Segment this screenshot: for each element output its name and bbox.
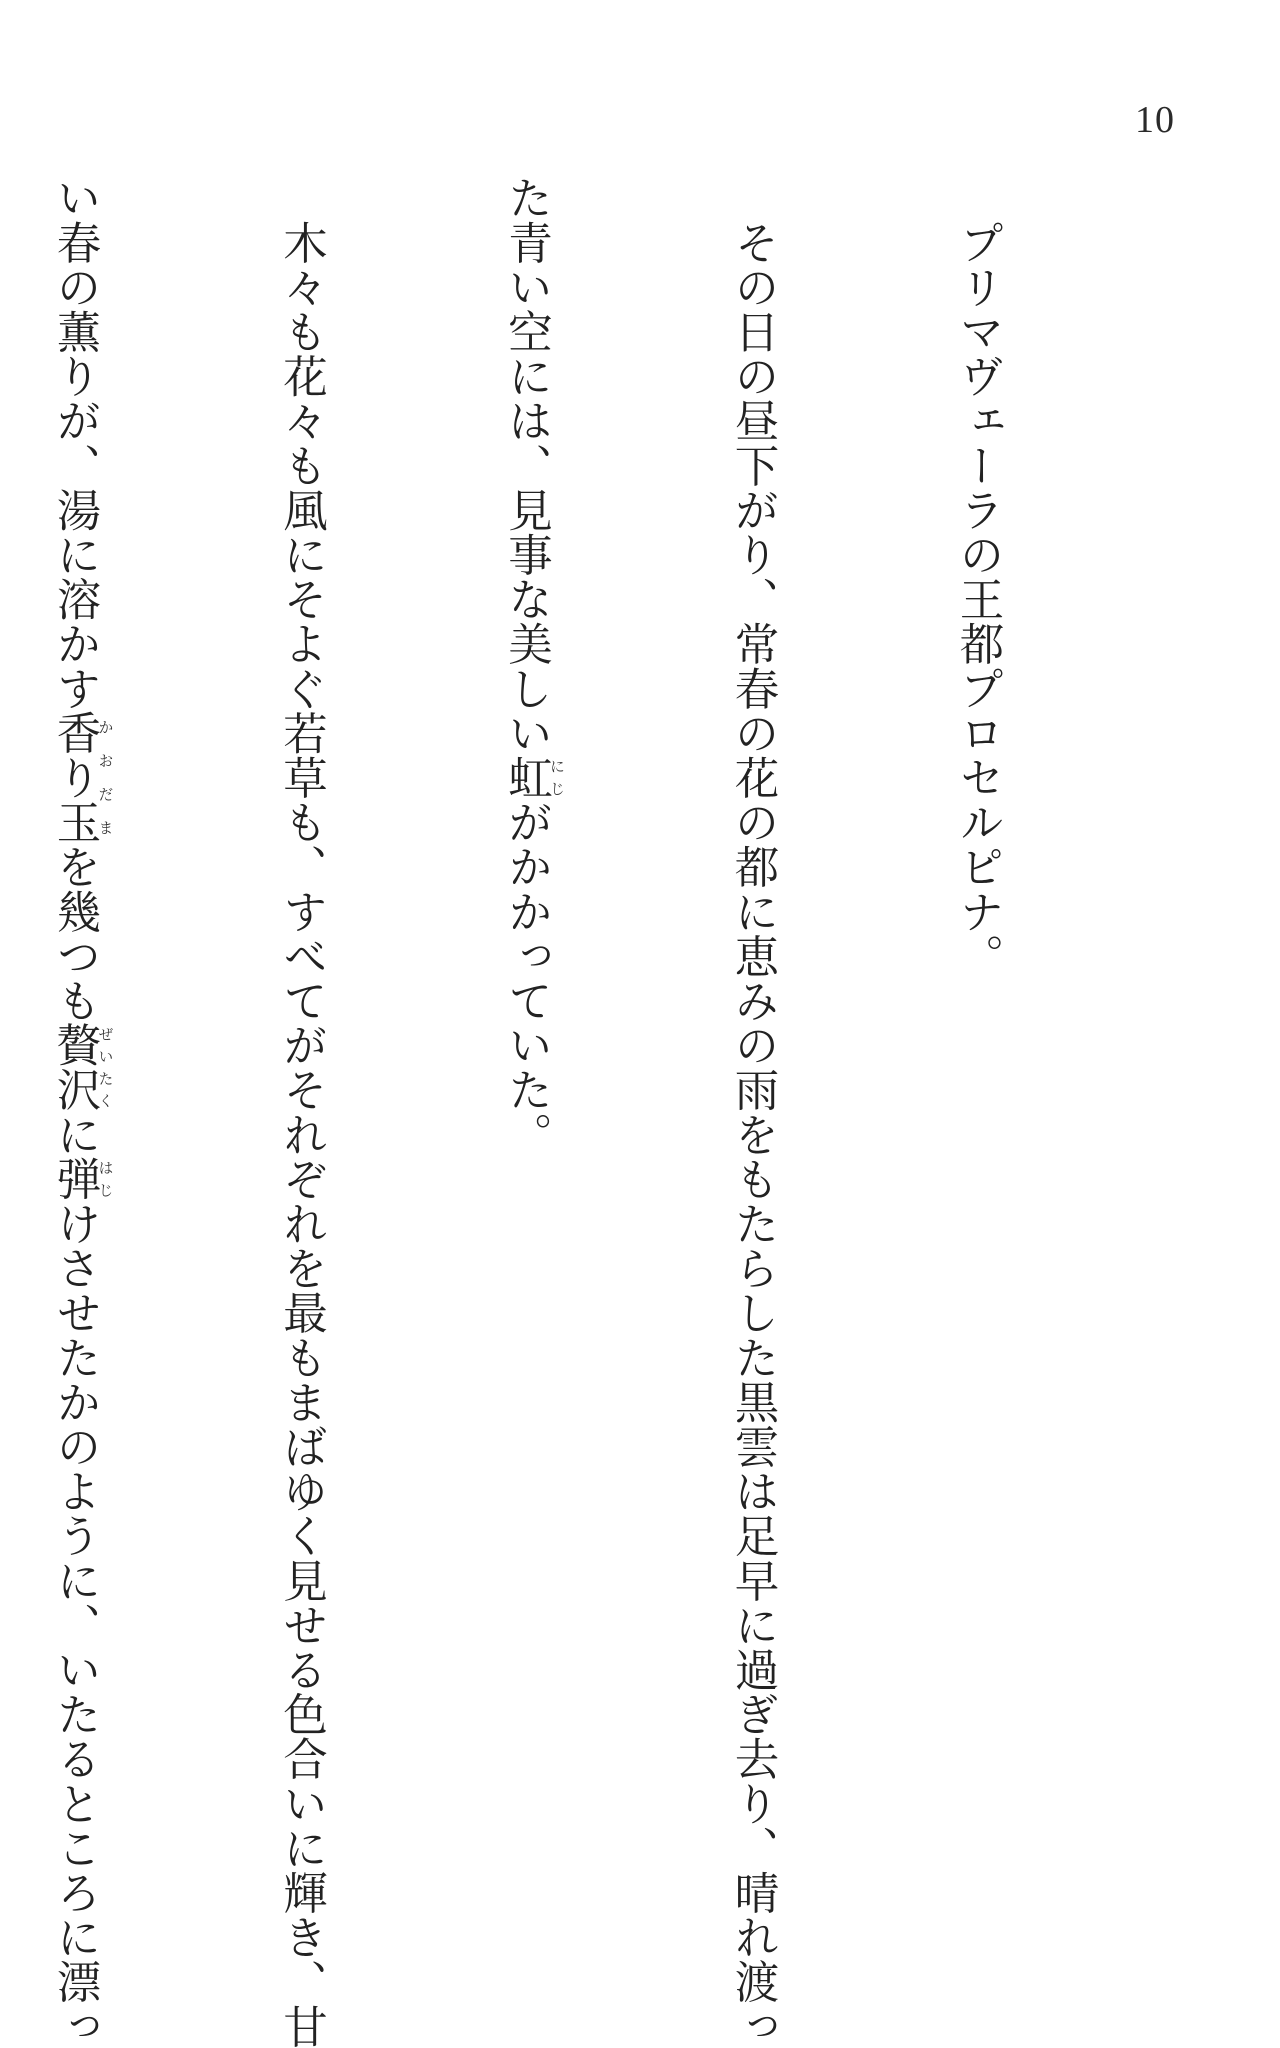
furigana-word: 香り玉かおだま <box>49 710 115 845</box>
furigana-reading: はじ <box>96 1156 115 1201</box>
text-line: 木々も花々も風にそよぐ若草も、すべてがそれぞれを最もまばゆく見せる色合いに輝き、甘 <box>275 175 327 2048</box>
furigana-word: 贅沢ぜいたく <box>49 1022 115 1112</box>
furigana-reading: かおだま <box>96 710 115 844</box>
text-line-with-ruby: た青い空には、見事な美しい虹にじがかかっていた。 <box>500 175 566 1157</box>
furigana-word: 弾はじ <box>49 1156 115 1201</box>
furigana-reading: にじ <box>548 754 566 800</box>
page-number: 10 <box>1135 99 1175 141</box>
text-line-with-ruby: い春の薫りが、湯に溶かす香り玉かおだまを幾つも贅沢ぜいたくに弾はじけさせたかのように、いたるところに漂っ <box>49 175 115 2048</box>
text-line: その日の昼下がり、常春の花の都に恵みの雨をもたらした黒雲は足早に過ぎ去り、晴れ渡っ <box>727 175 778 2048</box>
vertical-text-block <box>49 175 1165 2048</box>
furigana-word: 虹にじ <box>500 754 566 800</box>
text-line: プリマヴェーラの王都プロセルピナ。 <box>952 175 1003 978</box>
furigana-reading: ぜいたく <box>96 1022 115 1112</box>
